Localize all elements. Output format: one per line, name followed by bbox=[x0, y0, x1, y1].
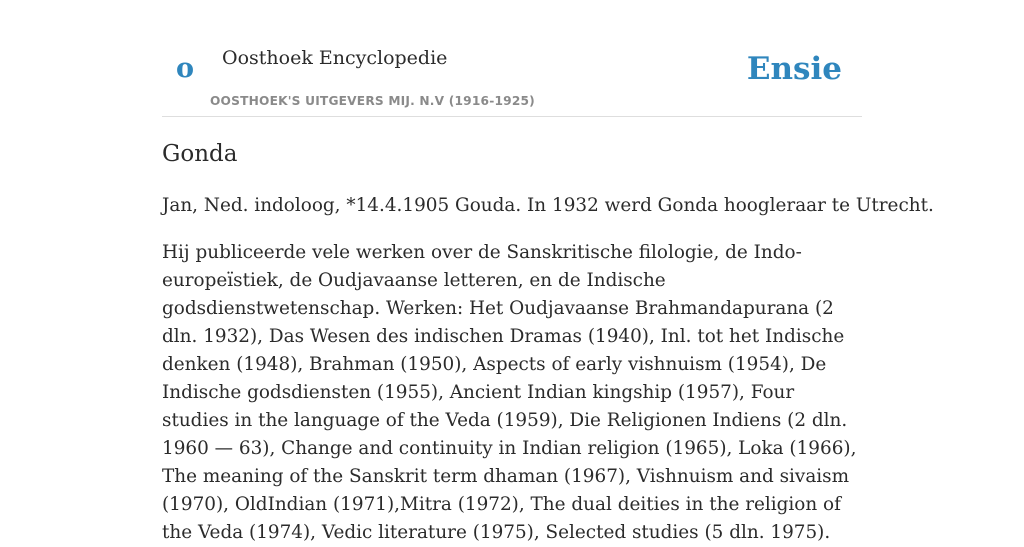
publisher-subtitle: OOSTHOEK'S UITGEVERS MIJ. N.V (1916-1925) bbox=[210, 94, 535, 108]
article-paragraph: Jan, Ned. indoloog, *14.4.1905 Gouda. In 1932 werd Gonda hoogleraar te Utrecht. bbox=[162, 195, 934, 216]
logo-icon[interactable]: o bbox=[176, 53, 195, 84]
article-title: Gonda bbox=[162, 141, 238, 167]
site-title-link[interactable]: Oosthoek Encyclopedie bbox=[222, 47, 448, 69]
article bbox=[162, 136, 934, 547]
site-header bbox=[162, 0, 862, 117]
ensie-brand-link[interactable]: Ensie bbox=[746, 51, 842, 87]
article-paragraph: Hij publiceerde vele werken over de Sanskritische filologie, de Indo-europeïstiek, de Oudjavaanse letteren, en de Indische godsdienstwetenschap. Werken: Het Oudjavaanse Brahmandapurana (2 dln. 1932), Das Wesen des indischen Dramas (1940), Inl. tot het Indische denken (1948), Brahman (1950), Aspects of early vishnuism (1954), De Indische godsdiensten (1955), Ancient Indian kingship (1957), Four studies in the language of the Veda (1959), Die Religionen Indiens (2 dln. 1960 — 63), Change and continuity in Indian religion (1965), Loka (1966), The meaning of the Sanskrit term dhaman (1967), Vishnuism and sivaism (1970), OldIndian (1971),Mitra (1972), The dual deities in the religion of the Veda (1974), Vedic literature (1975), Selected studies (5 dln. 1975). bbox=[162, 242, 857, 543]
